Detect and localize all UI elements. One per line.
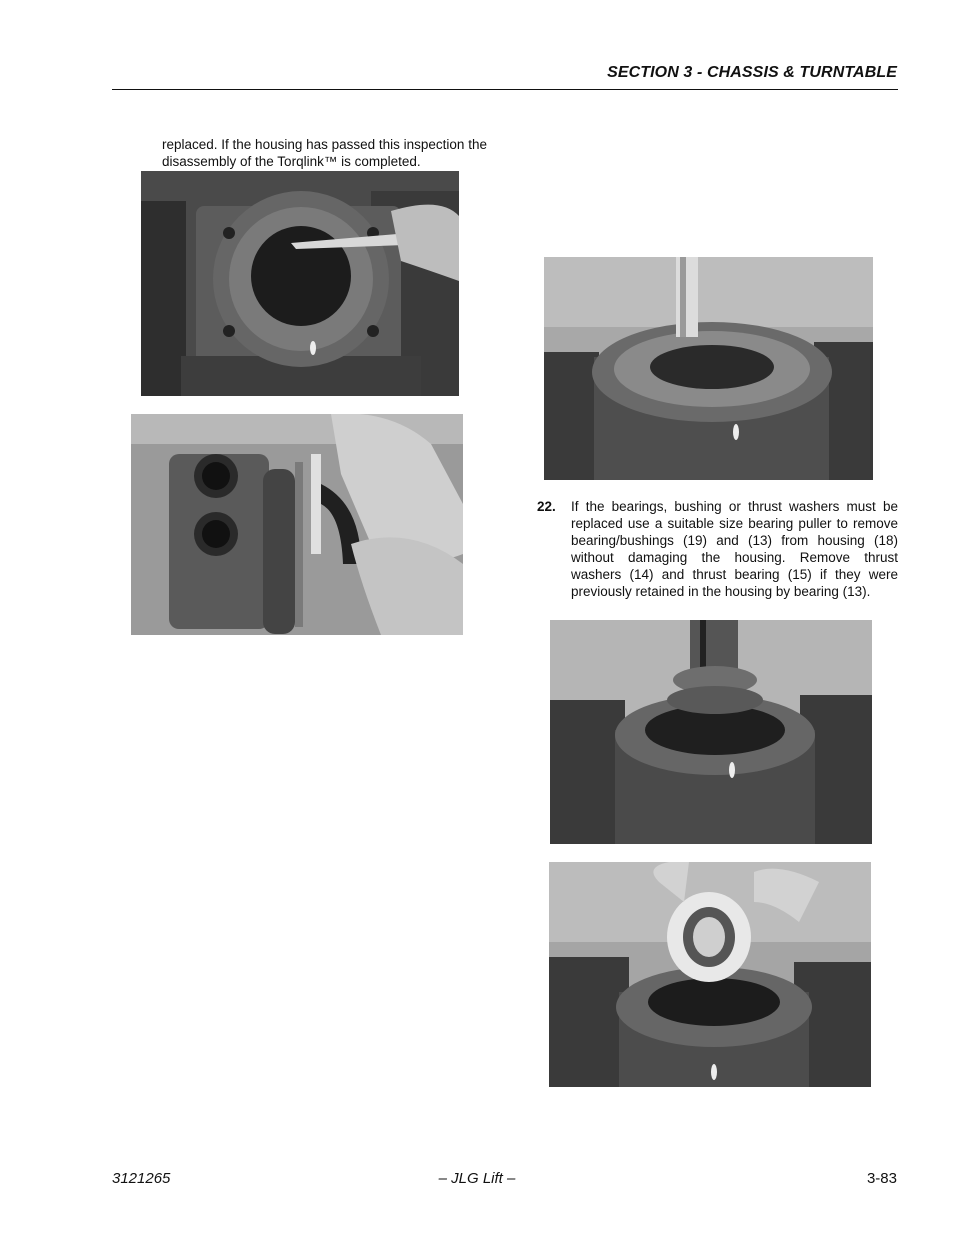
header-rule	[112, 89, 898, 90]
step-text: If the bearings, bushing or thrust washers must be replaced use a suitable size bearing puller to remove bearing/bushings (19) and (13) from housing (18) without damaging the housing. Remove thrust washers (14) and thrust bearing (15) if they were previously retained in the housing by bearing (13).	[571, 499, 898, 599]
section-title: SECTION 3 - CHASSIS & TURNTABLE	[607, 64, 897, 81]
footer-brand: – JLG Lift –	[438, 1170, 516, 1187]
photo-micrometer-measurement	[131, 414, 463, 635]
photo-housing-feeler-gauge	[141, 171, 459, 396]
photo-depth-gauge	[544, 257, 873, 480]
photo-bearing-puller	[550, 620, 872, 844]
footer-page-number: 3-83	[866, 1170, 897, 1187]
step-22	[537, 498, 898, 600]
photo-thrust-bearing-removal	[549, 862, 871, 1087]
intro-paragraph: replaced. If the housing has passed this inspection the disassembly of the Torqlink™ is completed.	[162, 137, 487, 169]
step-number: 22.	[537, 499, 556, 514]
footer-doc-number: 3121265	[112, 1170, 171, 1187]
